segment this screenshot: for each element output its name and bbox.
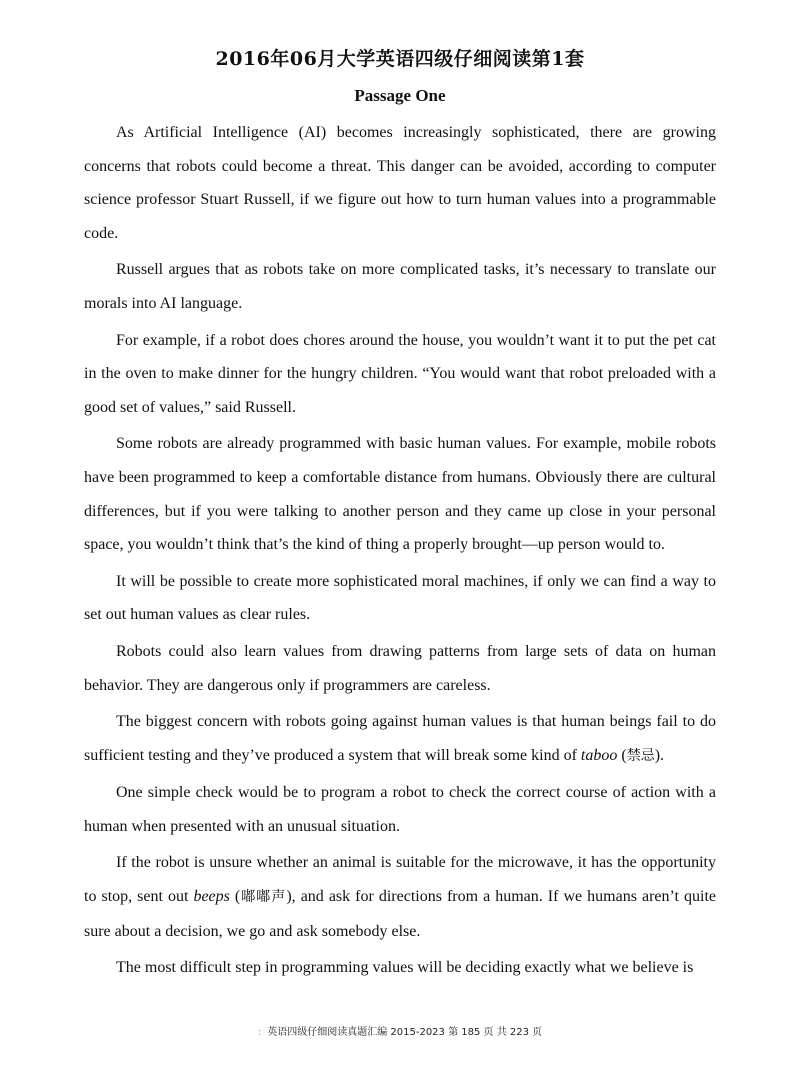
footer-text: 英语四级仔细阅读真题汇编 2015-2023 第 185 页 共 223 页	[267, 1027, 543, 1038]
paragraph: As Artificial Intelligence (AI) becomes increasingly sophisticated, there are growing concerns that robots could become a threat. This danger can be avoided, according to computer science professor Stuart Russell, if we figure out how to turn human values into a programmable code.	[84, 124, 716, 242]
vocab-gloss: 禁忌	[626, 747, 655, 764]
paragraph: One simple check would be to program a robot to check the correct course of action with a human when presented with an unusual situation.	[84, 784, 716, 835]
vocab-term: taboo	[580, 746, 618, 764]
paragraph-taboo: The biggest concern with robots going against human values is that human beings fail to do sufficient testing and they’ve produced a system that will break some kind of taboo (禁忌).	[84, 713, 716, 764]
passage-body	[84, 116, 716, 988]
paragraph: For example, if a robot does chores around the house, you wouldn’t want it to put the pet cat in the oven to make dinner for the hungry children. “You would want that robot preloaded with a good set of values,” said Russell.	[84, 331, 716, 416]
paragraph-end: .	[660, 746, 665, 764]
page-footer	[0, 1023, 800, 1038]
paragraph-text: The biggest concern with robots going against human values is that human beings fail to do sufficient testing and they’ve produced a system that will break some kind of	[84, 713, 716, 764]
paragraph-beeps: If the robot is unsure whether an animal is suitable for the microwave, it has the opportunity to stop, sent out beeps (嘟嘟声), and ask for directions from a human. If we humans aren’t quite sure about a decision, we go and ask somebody else.	[84, 854, 716, 940]
paragraph-text: , and ask for directions from a human. If we humans aren’t quite sure about a decision, we go and ask somebody else.	[84, 888, 716, 940]
paragraph: Robots could also learn values from drawing patterns from large sets of data on human behavior. They are dangerous only if programmers are careless.	[84, 642, 716, 694]
paragraph: Russell argues that as robots take on more complicated tasks, it’s necessary to translate our morals into AI language.	[84, 261, 716, 312]
passage-title: Passage One	[354, 86, 446, 105]
document-title: 2016年06月大学英语四级仔细阅读第1套	[215, 48, 585, 70]
paragraph: Some robots are already programmed with basic human values. For example, mobile robots have been programmed to keep a comfortable distance from humans. Obviously there are cultural differences, but if you were talking to another person and they came up close in your personal space, you wouldn’t think that’s the kind of thing a properly brought—up person would to.	[84, 435, 716, 554]
paragraph: It will be possible to create more sophisticated moral machines, if only we can find a way to set out human values as clear rules.	[84, 572, 716, 624]
paragraph-text: If the robot is unsure whether an animal is suitable for the microwave, it has the opportunity to stop, sent out	[84, 854, 716, 906]
vocab-gloss: 嘟嘟声	[240, 889, 287, 906]
paragraph-partial: The most difficult step in programming values will be deciding exactly what we believe is	[116, 959, 694, 977]
vocab-term: beeps	[193, 888, 230, 906]
footer-mark: :	[257, 1027, 262, 1038]
